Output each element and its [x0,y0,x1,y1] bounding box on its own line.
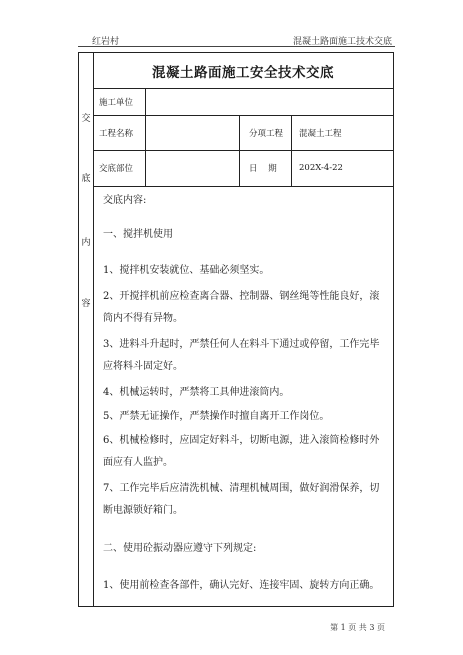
side-label-char: 交 [81,114,91,124]
side-label-char: 容 [81,299,91,309]
row-project-name [93,115,393,151]
side-label-column [79,53,94,606]
cell-divider [239,150,240,186]
side-label-char: 底 [81,174,91,184]
content-item: 2、开搅拌机前应检查离合器、控制器、钢丝绳等性能良好，滚筒内不得有异物。 [103,291,380,324]
content-item: 1、使用前检查各部件，确认完好、连接牢固、旋转方向正确。 [103,580,380,591]
row-construction-unit [93,88,393,116]
page-header-right: 混凝土路面施工技术交底 [292,37,392,47]
cell-divider [145,88,146,115]
content-item: 5、严禁无证操作，严禁操作时擅自离开工作岗位。 [103,411,330,422]
cell-divider [145,115,146,150]
part-label: 交底部位 [99,164,134,174]
section-heading: 一、搅拌机使用 [103,229,173,240]
disclosure-form [78,52,394,607]
content-item: 3、进料斗升起时，严禁任何人在料斗下通过或停留，工作完毕应将料斗固定好。 [103,339,380,372]
content-heading: 交底内容: [103,195,147,206]
cell-divider [291,150,292,186]
page-header-left: 红岩村 [92,37,120,47]
content-item: 4、机械运转时，严禁将工具伸进滚筒内。 [103,387,290,398]
date-label: 日 期 [249,164,277,174]
sub-project-label: 分项工程 [249,128,284,139]
cell-divider [239,115,240,150]
row-part-date [93,150,393,187]
date-value: 202X-4-22 [299,163,343,173]
construction-unit-label: 施工单位 [99,97,134,108]
content-item: 7、工作完毕后应清洗机械、清理机械周围，做好润滑保养，切断电源锁好箱门。 [103,483,380,516]
cell-divider [291,115,292,150]
content-item: 1、搅拌机安装就位、基础必须坚实。 [103,265,270,276]
header-rule [78,46,395,47]
form-title: 混凝土路面施工安全技术交底 [93,53,393,89]
project-name-label: 工程名称 [99,128,134,139]
content-item: 6、机械检修时，应固定好料斗，切断电源，进入滚筒检修时外面应有人监护。 [103,435,380,468]
side-label-char: 内 [81,238,91,248]
page-number: 第 1 页 共 3 页 [330,623,385,632]
section-heading: 二、使用砼振动器应遵守下列规定: [103,543,257,554]
sub-project-value: 混凝土工程 [299,128,342,139]
cell-divider [145,150,146,186]
disclosure-content [93,186,393,606]
